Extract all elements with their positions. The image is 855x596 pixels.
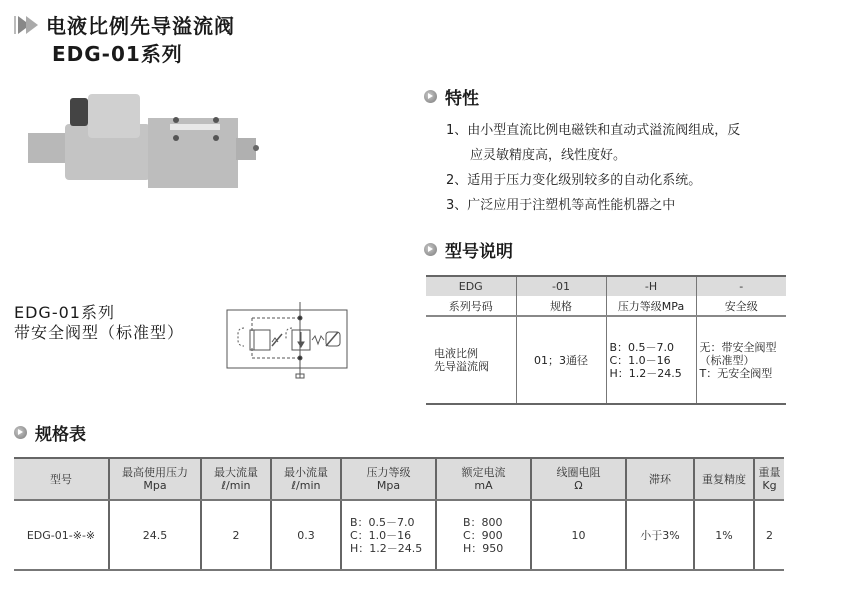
label-series: 系列号码 [426,296,516,316]
spec-header-row [14,458,784,500]
cell-pressure-class: B：0.5－7.0 C：1.0－16 H：1.2－24.5 [341,500,436,570]
cell-repeatability: 1% [694,500,754,570]
header-hysteresis: 滞环 [626,458,694,500]
feature-item: 1、由小型直流比例电磁铁和直动式溢流阀组成，反 [446,123,741,138]
desc-safety: 无：带安全阀型 （标准型） T：无安全阀型 [696,316,786,404]
model-code-table [426,275,786,405]
double-play-arrow-icon [14,14,40,36]
hydraulic-circuit-symbol-icon [222,302,352,382]
header-max-flow: 最大流量 ℓ/min [201,458,271,500]
variant-caption: EDG-01系列 带安全阀型（标准型） [14,303,185,342]
cell-hysteresis: 小于3% [626,500,694,570]
cell-max-pressure: 24.5 [109,500,201,570]
spec-table [14,457,784,571]
desc-series: 电液比例 先导溢流阀 [426,316,516,404]
features-list [446,118,740,218]
cell-min-flow: 0.3 [271,500,341,570]
cell-max-flow: 2 [201,500,271,570]
model-heading: 型号说明 [424,237,513,262]
code-safety: - [696,276,786,296]
label-safety: 安全级 [696,296,786,316]
code-pressure: -H [606,276,696,296]
features-heading: 特性 [424,84,479,109]
code-size: -01 [516,276,606,296]
spec-heading: 规格表 [14,420,86,445]
cell-weight: 2 [754,500,784,570]
header-repeatability: 重复精度 [694,458,754,500]
desc-pressure: B：0.5－7.0 C：1.0－16 H：1.2－24.5 [606,316,696,404]
bullet-icon [424,90,437,103]
bullet-icon [424,243,437,256]
feature-item: 3、广泛应用于注塑机等高性能机器之中 [446,198,676,213]
header-rated-current: 额定电流 mA [436,458,531,500]
header-model: 型号 [14,458,109,500]
cell-rated-current: B：800 C：900 H：950 [436,500,531,570]
feature-item-continued: 应灵敏精度高，线性度好。 [470,148,627,163]
header-min-flow: 最小流量 ℓ/min [271,458,341,500]
header-pressure-class: 压力等级 Mpa [341,458,436,500]
label-pressure: 压力等级MPa [606,296,696,316]
feature-item: 2、适用于压力变化级别较多的自动化系统。 [446,173,702,188]
table-row [14,500,784,570]
code-series: EDG [426,276,516,296]
header-weight: 重量 Kg [754,458,784,500]
product-photo [20,88,260,188]
cell-model: EDG-01-※-※ [14,500,109,570]
cell-coil-resistance: 10 [531,500,626,570]
page-title: 电液比例先导溢流阀 [46,14,235,38]
label-size: 规格 [516,296,606,316]
bullet-icon [14,426,27,439]
header-max-pressure: 最高使用压力 Mpa [109,458,201,500]
page-subtitle: EDG-01系列 [52,42,183,66]
header-coil-resistance: 线圈电阻 Ω [531,458,626,500]
desc-size: 01；3通径 [516,316,606,404]
